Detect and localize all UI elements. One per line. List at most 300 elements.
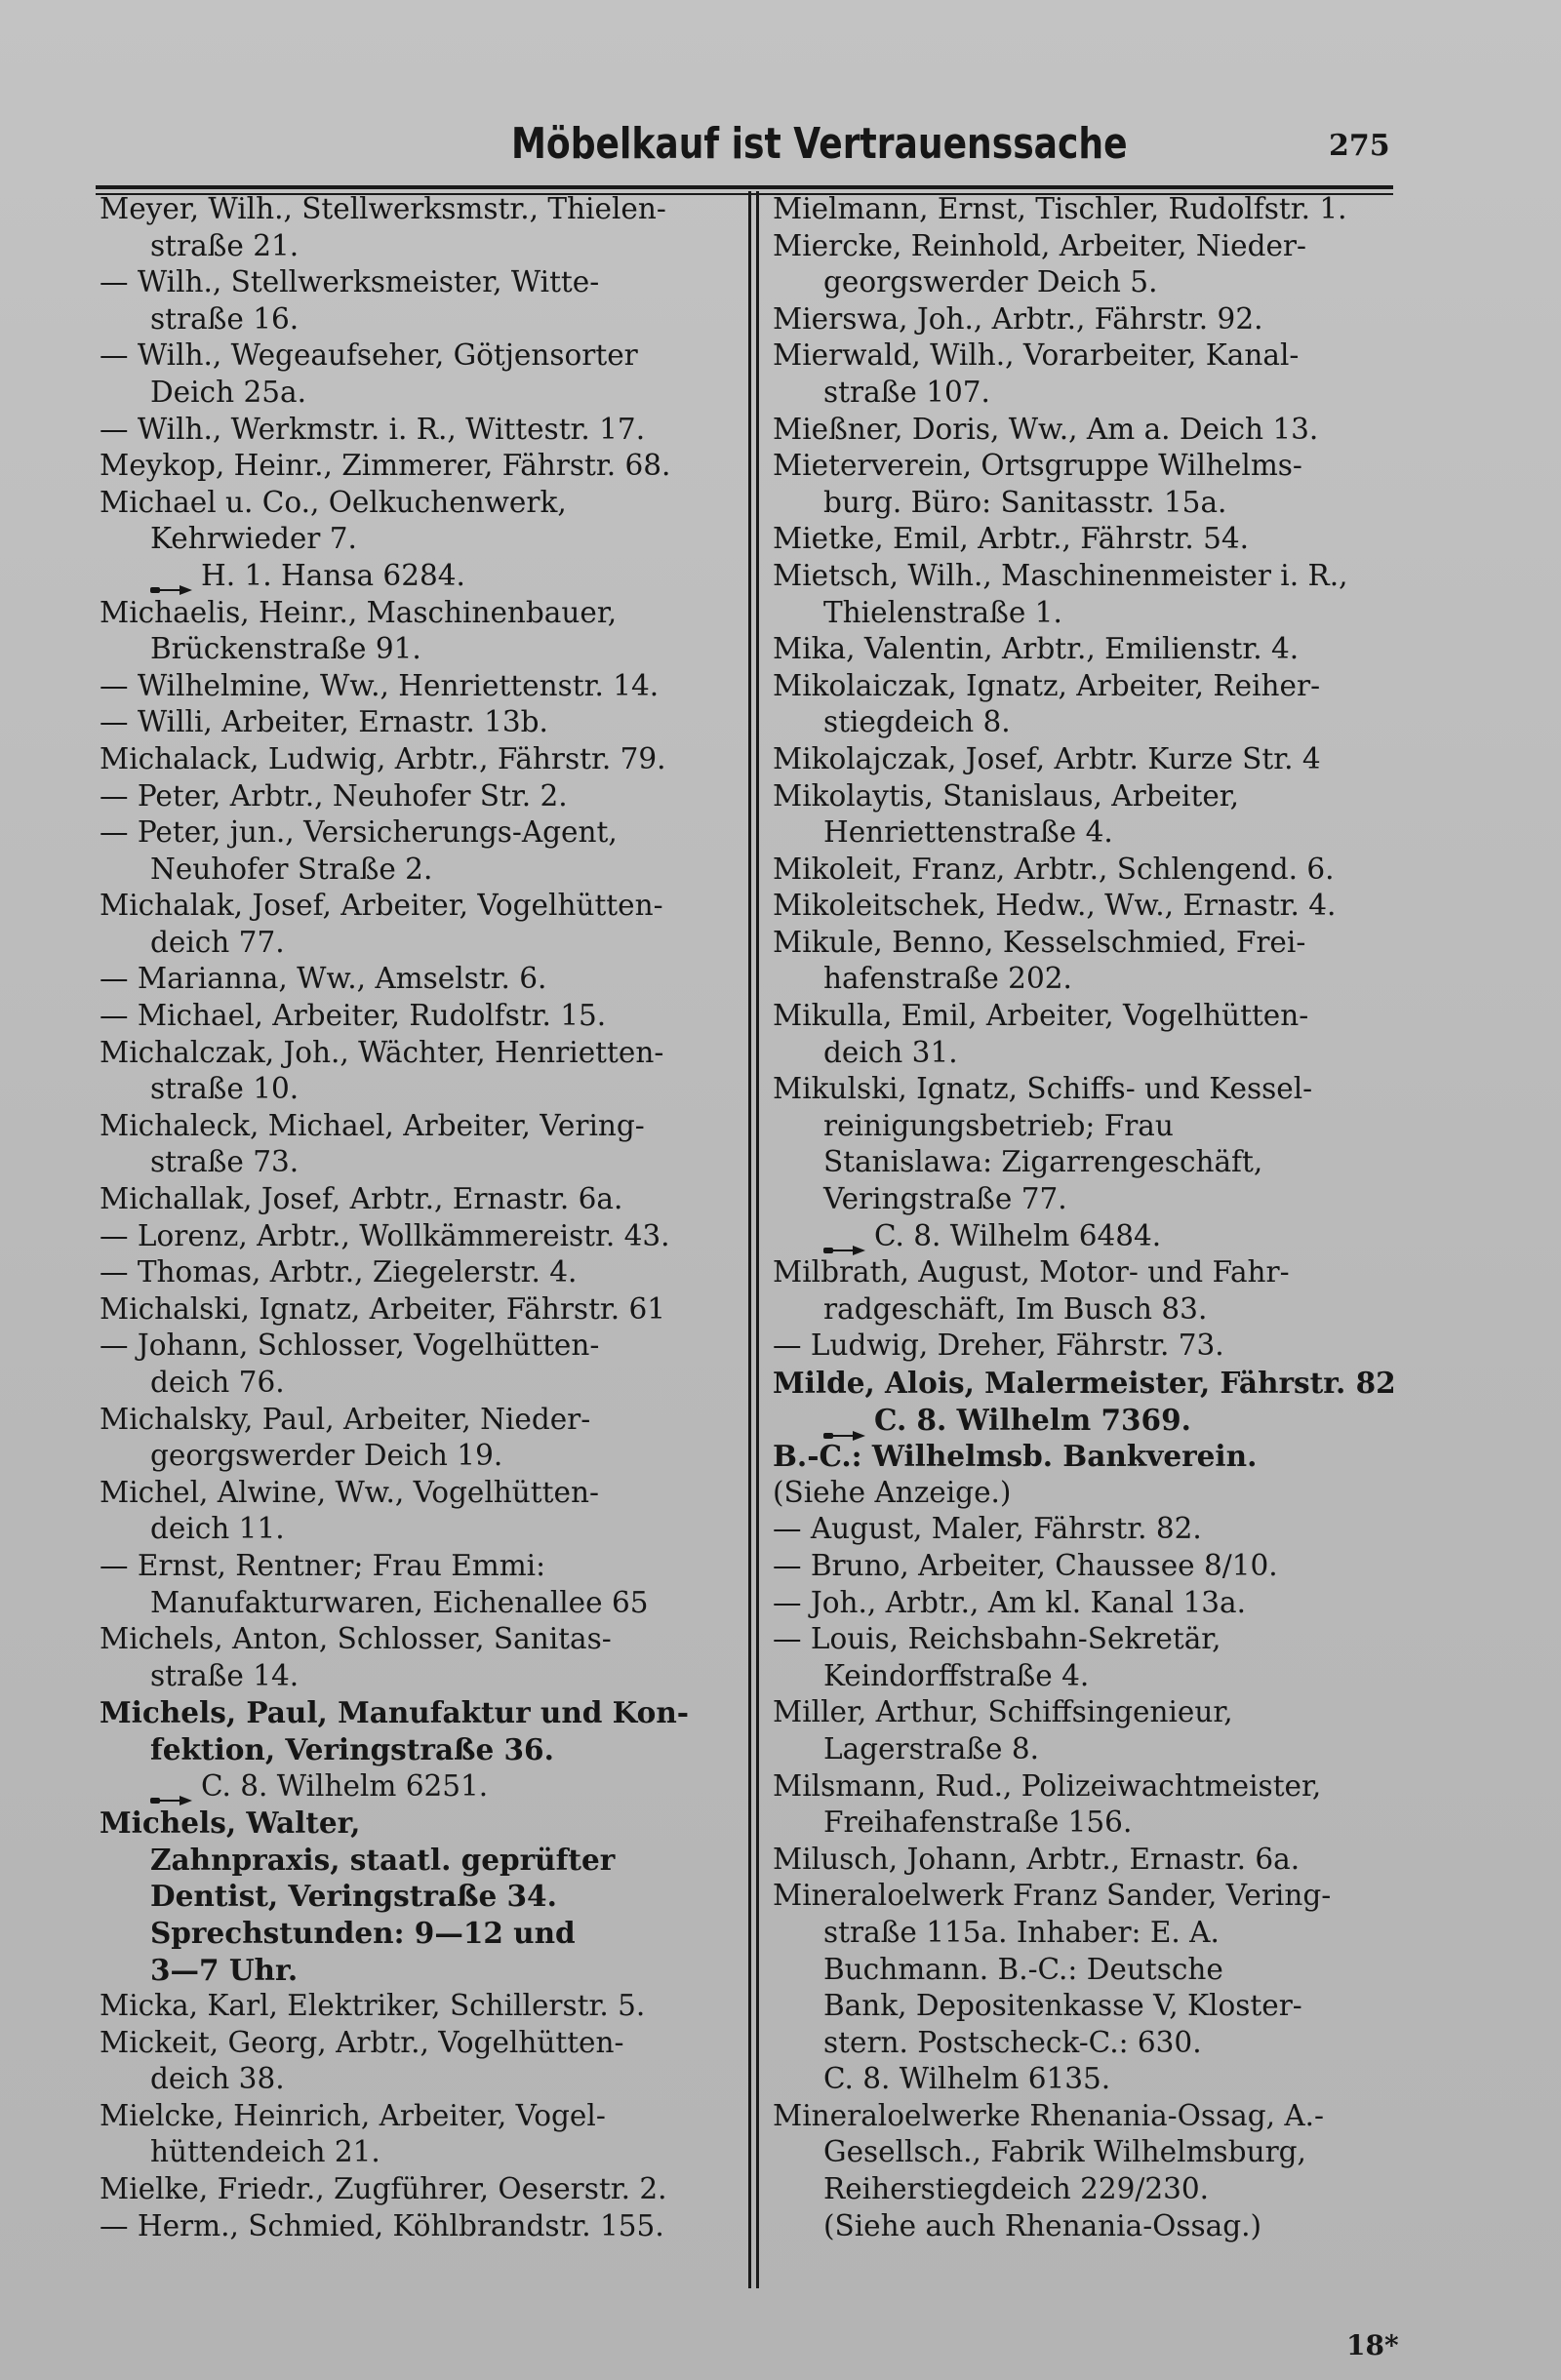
directory-entry [100,264,736,337]
entry-line [100,1805,736,1842]
entry-line [773,1952,1397,1989]
entry-line [773,1365,1397,1402]
directory-entry [100,668,736,705]
entry-line [773,1218,1397,1255]
directory-entry [773,301,1397,338]
entry-line [773,1071,1397,1108]
directory-entry [100,1328,736,1401]
entry-line [100,852,736,889]
entry-text: Mikolaytis, Stanislaus, Arbeiter, [773,778,1240,813]
directory-entry [773,1585,1397,1622]
entry-text: Mierswa, Joh., Arbtr., Fährstr. 92. [773,301,1263,336]
entry-text: Michalak, Josef, Arbeiter, Vogelhütten- [100,889,663,923]
entry-line [773,1842,1397,1879]
entry-line [773,228,1397,265]
entry-line [773,485,1397,522]
directory-entry [100,2098,736,2171]
entry-line [100,337,736,375]
entry-text: straße 115a. Inhaber: E. A. [823,1915,1220,1949]
directory-entry [100,1218,736,1255]
directory-entry [773,741,1397,778]
entry-text: Henriettenstraße 4. [823,815,1113,850]
entry-text: Mieterverein, Ortsgruppe Wilhelms- [773,449,1302,483]
entry-text: Deich 25a. [150,375,306,409]
entry-line [100,521,736,558]
entry-text: Mikolajczak, Josef, Arbtr. Kurze Str. 4 [773,741,1321,775]
entry-text: reinigungsbetrieb; Frau [823,1108,1174,1142]
directory-entry [773,1768,1397,1842]
entry-text: — Ernst, Rentner; Frau Emmi: [100,1548,546,1582]
telephone-icon [150,569,193,580]
entry-text: — Willi, Arbeiter, Ernastr. 13b. [100,705,548,739]
directory-entry [773,1254,1397,1328]
telephone-icon [823,1229,866,1241]
entry-text: Lagerstraße 8. [823,1731,1039,1765]
entry-text: hüttendeich 21. [150,2135,380,2169]
entry-text: Michael u. Co., Oelkuchenwerk, [100,485,567,519]
entry-text: — Bruno, Arbeiter, Chaussee 8/10. [773,1548,1278,1582]
entry-line [773,852,1397,889]
entry-line [773,1768,1397,1805]
entry-line [773,1438,1397,1475]
entry-text: Mikulla, Emil, Arbeiter, Vogelhütten- [773,999,1309,1033]
entry-text: Milde, Alois, Malermeister, Fährstr. 82 [773,1366,1396,1400]
entry-line [773,961,1397,998]
entry-text: radgeschäft, Im Busch 83. [823,1291,1208,1326]
directory-entry [773,888,1397,925]
telephone-icon [150,1779,193,1791]
entry-line [100,1144,736,1181]
entry-line [773,1254,1397,1291]
entry-text: — Wilh., Stellwerksmeister, Witte- [100,265,600,299]
directory-entry [100,191,736,264]
entry-line [100,448,736,485]
entry-text: Dentist, Veringstraße 34. [150,1879,557,1914]
entry-line [773,1878,1397,1915]
entry-line [100,1108,736,1145]
directory-entry [773,852,1397,889]
entry-text: Michallak, Josef, Arbtr., Ernastr. 6a. [100,1182,623,1216]
entry-text: Kehrwieder 7. [150,522,357,556]
entry-text: georgswerder Deich 19. [150,1439,503,1473]
entry-text: deich 76. [150,1366,285,1399]
entry-line [100,888,736,925]
entry-text: — August, Maler, Fährstr. 82. [773,1512,1202,1546]
telephone-icon [823,1413,866,1425]
directory-entry [100,961,736,998]
entry-line [100,2025,736,2062]
directory-entry [100,1475,736,1548]
entry-line [773,1108,1397,1145]
directory-entry [773,191,1397,228]
directory-entry [100,888,736,961]
directory-entry [100,2208,736,2245]
entry-line [100,1952,736,1989]
directory-entry [100,704,736,741]
directory-entry [773,998,1397,1071]
directory-entry [773,448,1397,521]
entry-text: Neuhofer Straße 2. [150,852,433,886]
entry-line [773,704,1397,741]
directory-entry [773,2098,1397,2244]
directory-entry [100,1694,736,1767]
directory-entry [100,448,736,485]
entry-line [773,1694,1397,1731]
header-rule [96,185,1393,189]
directory-entry [100,2025,736,2098]
directory-entry [773,412,1397,449]
entry-line [100,1548,736,1585]
entry-text: Meyer, Wilh., Stellwerksmstr., Thielen- [100,192,666,225]
entry-line [100,264,736,301]
entry-text: Mietsch, Wilh., Maschinenmeister i. R., [773,558,1348,592]
column-divider [748,191,751,2288]
entry-line [100,1511,736,1548]
entry-line [100,1842,736,1879]
entry-line [100,1402,736,1439]
entry-line [773,631,1397,668]
entry-text: deich 77. [150,925,285,959]
directory-entry [100,2171,736,2208]
entry-text: Mika, Valentin, Arbtr., Emilienstr. 4. [773,632,1300,666]
directory-entry [773,1621,1397,1694]
entry-text: Micka, Karl, Elektriker, Schillerstr. 5. [100,1989,646,2023]
entry-line [100,595,736,632]
entry-text: — Lorenz, Arbtr., Wollkämmereistr. 43. [100,1218,670,1252]
directory-entry [773,1475,1397,1512]
entry-line [100,1585,736,1622]
entry-line [773,1035,1397,1072]
entry-text: — Peter, jun., Versicherungs-Agent, [100,815,618,850]
entry-line [100,1768,736,1805]
entry-line [100,191,736,228]
entry-line [100,1658,736,1695]
entry-line [100,1694,736,1731]
entry-line [100,1438,736,1475]
directory-entry [773,1218,1397,1255]
entry-line [100,2134,736,2171]
directory-entry [100,741,736,778]
directory-entry [100,1254,736,1291]
entry-text: — Ludwig, Dreher, Fährstr. 73. [773,1329,1224,1363]
entry-line [100,2171,736,2208]
entry-line [100,1915,736,1952]
entry-line [773,191,1397,228]
directory-entry [773,228,1397,301]
entry-line [773,1585,1397,1622]
entry-text: — Michael, Arbeiter, Rudolfstr. 15. [100,999,607,1033]
directory-entry [100,1291,736,1329]
entry-line [100,1218,736,1255]
entry-line [773,998,1397,1035]
entry-line [773,448,1397,485]
entry-text: Reiherstiegdeich 229/230. [823,2172,1210,2206]
entry-text: stern. Postscheck-C.: 630. [823,2025,1202,2059]
entry-line [100,668,736,705]
entry-line [773,1402,1397,1439]
directory-entry [773,1365,1397,1402]
entry-line [100,1291,736,1329]
directory-entry [100,814,736,888]
entry-text: Zahnpraxis, staatl. geprüfter [150,1842,616,1877]
entry-line [100,741,736,778]
entry-text: Bank, Depositenkasse V, Kloster- [823,1989,1302,2023]
directory-entry [100,485,736,558]
entry-text: Mielmann, Ernst, Tischler, Rudolfstr. 1. [773,192,1347,225]
directory-entry [773,1842,1397,1879]
entry-text: 3—7 Uhr. [150,1952,299,1987]
entry-line [773,925,1397,962]
entry-line [100,485,736,522]
entry-line [100,1731,736,1768]
directory-entry [773,1694,1397,1767]
entry-text: Miercke, Reinhold, Arbeiter, Nieder- [773,228,1306,262]
entry-line [773,375,1397,412]
directory-entry [100,1402,736,1475]
entry-text: Michalsky, Paul, Arbeiter, Nieder- [100,1402,591,1436]
entry-line [773,2098,1397,2135]
entry-line [773,2134,1397,2171]
entry-line [100,412,736,449]
entry-text: Mineraloelwerk Franz Sander, Vering- [773,1879,1332,1913]
entry-line [100,1475,736,1512]
entry-text: — Joh., Arbtr., Am kl. Kanal 13a. [773,1585,1246,1619]
directory-entry [773,1878,1397,2098]
entry-line [100,925,736,962]
entry-text: Mietke, Emil, Arbtr., Fährstr. 54. [773,522,1249,556]
directory-entry [100,1988,736,2025]
entry-line [100,631,736,668]
entry-line [100,961,736,998]
directory-entry [100,1805,736,1988]
entry-text: Gesellsch., Fabrik Wilhelmsburg, [823,2135,1306,2169]
entry-line [100,1181,736,1218]
entry-text: hafenstraße 202. [823,962,1072,996]
directory-entry [773,1071,1397,1217]
entry-text: Mikulski, Ignatz, Schiffs- und Kessel- [773,1072,1313,1106]
entry-line [100,998,736,1035]
entry-text: Mikule, Benno, Kesselschmied, Frei- [773,925,1306,959]
directory-entry [100,337,736,411]
entry-line [100,2061,736,2098]
entry-text: Michalack, Ludwig, Arbtr., Fährstr. 79. [100,741,666,775]
entry-line [100,2098,736,2135]
running-header-title: Möbelkauf ist Vertrauenssache [511,119,1128,169]
directory-entry [100,412,736,449]
entry-text: — Wilh., Wegeaufseher, Götjensorter [100,338,638,373]
entry-line [773,301,1397,338]
directory-entry [100,595,736,668]
entry-text: — Marianna, Ww., Amselstr. 6. [100,962,547,996]
directory-entry [773,1511,1397,1548]
entry-line [100,1254,736,1291]
directory-entry [100,1035,736,1108]
entry-text: deich 38. [150,2062,285,2096]
entry-line [773,2061,1397,2098]
directory-entry [773,1548,1397,1585]
entry-text: B.-C.: Wilhelmsb. Bankverein. [773,1439,1258,1474]
entry-line [773,1511,1397,1548]
entry-text: (Siehe Anzeige.) [773,1475,1012,1509]
entry-text: C. 8. Wilhelm 6251. [201,1768,489,1803]
directory-entry [773,1402,1397,1439]
entry-line [773,1621,1397,1658]
directory-entry [773,1438,1397,1475]
entry-text: straße 10. [150,1072,300,1106]
entry-line [100,1328,736,1365]
left-column [100,191,736,2244]
entry-line [773,595,1397,632]
entry-line [100,704,736,741]
entry-text: Stanislawa: Zigarrengeschäft, [823,1145,1263,1179]
entry-text: — Thomas, Arbtr., Ziegelerstr. 4. [100,1255,578,1289]
entry-text: Mikolaiczak, Ignatz, Arbeiter, Reiher- [773,668,1321,702]
directory-entry [100,1768,736,1805]
entry-line [773,337,1397,375]
entry-text: Michel, Alwine, Ww., Vogelhütten- [100,1475,599,1509]
directory-entry [773,925,1397,998]
entry-text: Mierwald, Wilh., Vorarbeiter, Kanal- [773,338,1300,373]
directory-entry [100,1548,736,1621]
entry-line [100,301,736,338]
entry-text: stiegdeich 8. [823,705,1011,739]
entry-text: Michels, Paul, Manufaktur und Kon- [100,1695,690,1730]
directory-entry [100,1108,736,1181]
entry-line [773,2208,1397,2245]
entry-line [773,888,1397,925]
entry-line [773,1475,1397,1512]
entry-text: Mickeit, Georg, Arbtr., Vogelhütten- [100,2025,624,2059]
right-column [773,191,1397,2244]
entry-text: straße 14. [150,1658,300,1692]
entry-text: georgswerder Deich 5. [823,265,1158,299]
entry-line [100,1365,736,1402]
entry-line [773,1805,1397,1842]
directory-entry [100,998,736,1035]
entry-text: — Johann, Schlosser, Vogelhütten- [100,1329,600,1363]
entry-text: deich 11. [150,1512,285,1546]
entry-line [773,1658,1397,1695]
entry-text: Milbrath, August, Motor- und Fahr- [773,1255,1290,1289]
directory-entry [100,778,736,815]
entry-line [100,1878,736,1915]
directory-entry [773,1328,1397,1365]
entry-line [773,1548,1397,1585]
entry-text: burg. Büro: Sanitasstr. 15a. [823,485,1227,519]
entry-line [100,2208,736,2245]
entry-text: Michaelis, Heinr., Maschinenbauer, [100,595,618,629]
entry-text: straße 16. [150,301,300,336]
entry-text: Michaleck, Michael, Arbeiter, Vering- [100,1108,645,1142]
entry-text: C. 8. Wilhelm 6135. [823,2062,1111,2096]
entry-text: Mießner, Doris, Ww., Am a. Deich 13. [773,412,1319,446]
directory-entry [100,1621,736,1694]
entry-text: — Louis, Reichsbahn-Sekretär, [773,1622,1221,1656]
entry-line [773,814,1397,852]
entry-text: Michalczak, Joh., Wächter, Henrietten- [100,1035,664,1069]
entry-text: Mikoleit, Franz, Arbtr., Schlengend. 6. [773,852,1335,886]
directory-entry [773,521,1397,558]
directory-entry [773,778,1397,852]
directory-entry [773,631,1397,668]
directory-entry [100,1181,736,1218]
entry-text: fektion, Veringstraße 36. [150,1731,554,1766]
entry-text: Miller, Arthur, Schiffsingenieur, [773,1695,1233,1729]
entry-text: straße 107. [823,375,990,409]
entry-text: — Peter, Arbtr., Neuhofer Str. 2. [100,778,568,813]
entry-line [773,521,1397,558]
entry-text: Buchmann. B.-C.: Deutsche [823,1952,1223,1986]
entry-line [773,1144,1397,1181]
entry-text: straße 21. [150,228,300,262]
entry-line [773,2025,1397,2062]
directory-entry [773,668,1397,741]
entry-line [773,1181,1397,1218]
entry-text: — Wilhelmine, Ww., Henriettenstr. 14. [100,668,660,702]
entry-text: C. 8. Wilhelm 6484. [874,1218,1162,1252]
entry-line [773,2171,1397,2208]
entry-text: — Herm., Schmied, Köhlbrandstr. 155. [100,2208,664,2242]
entry-text: Mielke, Friedr., Zugführer, Oeserstr. 2. [100,2172,667,2206]
entry-text: deich 31. [823,1035,958,1069]
entry-text: Manufakturwaren, Eichenallee 65 [150,1585,649,1619]
entry-line [100,1621,736,1658]
entry-line [773,264,1397,301]
entry-line [773,558,1397,595]
entry-line [773,1291,1397,1329]
entry-text: Milsmann, Rud., Polizeiwachtmeister, [773,1768,1322,1803]
entry-text: C. 8. Wilhelm 7369. [874,1402,1191,1437]
directory-entry [773,337,1397,411]
entry-text: Freihafenstraße 156. [823,1805,1133,1840]
entry-line [773,668,1397,705]
entry-text: Mineraloelwerke Rhenania-Ossag, A.- [773,2098,1324,2132]
printer-signature-mark: 18* [1346,2329,1399,2361]
entry-text: Meykop, Heinr., Zimmerer, Fährstr. 68. [100,449,671,483]
entry-line [100,814,736,852]
directory-entry [100,558,736,595]
entry-text: H. 1. Hansa 6284. [201,558,465,592]
entry-text: — Wilh., Werkmstr. i. R., Wittestr. 17. [100,412,646,446]
entry-text: Michels, Walter, [100,1805,361,1841]
entry-text: Thielenstraße 1. [823,595,1062,629]
entry-text: Brückenstraße 91. [150,632,421,666]
entry-text: Michels, Anton, Schlosser, Sanitas- [100,1622,612,1656]
entry-line [100,1071,736,1108]
entry-line [773,1731,1397,1768]
entry-line [100,375,736,412]
entry-line [100,228,736,265]
entry-text: Keindorffstraße 4. [823,1658,1090,1692]
entry-line [773,1328,1397,1365]
entry-text: Mikoleitschek, Hedw., Ww., Ernastr. 4. [773,889,1337,923]
entry-line [773,778,1397,815]
entry-line [773,412,1397,449]
entry-text: Mielcke, Heinrich, Arbeiter, Vogel- [100,2098,606,2132]
entry-text: Milusch, Johann, Arbtr., Ernastr. 6a. [773,1842,1301,1876]
entry-text: Sprechstunden: 9—12 und [150,1915,576,1950]
directory-entry [773,558,1397,631]
page-number: 275 [1329,129,1390,163]
entry-text: straße 73. [150,1145,300,1179]
entry-line [773,741,1397,778]
entry-line [100,778,736,815]
entry-line [100,1035,736,1072]
entry-text: (Siehe auch Rhenania-Ossag.) [823,2208,1261,2242]
entry-line [100,558,736,595]
column-divider [756,191,759,2288]
entry-line [100,1988,736,2025]
